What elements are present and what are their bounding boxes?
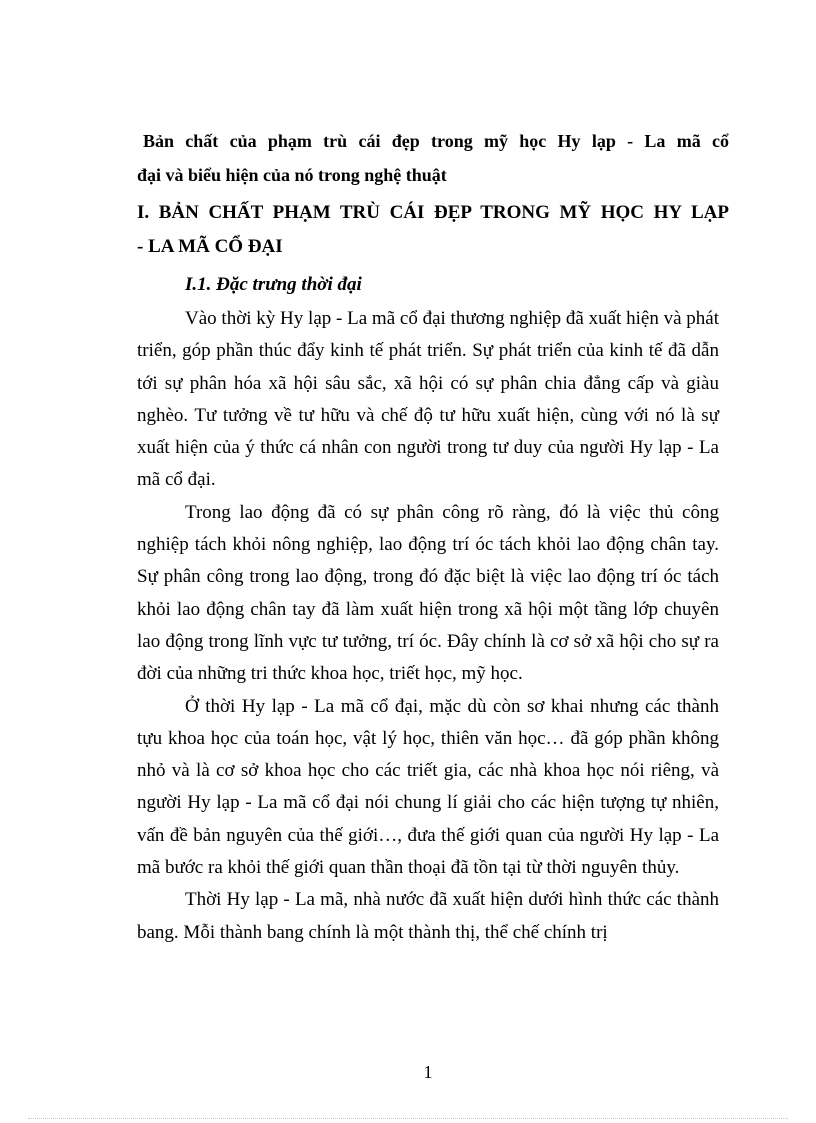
paragraph: Trong lao động đã có sự phân công rõ ràng, đó là việc thủ công nghiệp tách khỏi nông nghiệp, lao động trí óc tách khỏi lao động chân tay. Sự phân công trong lao động, trong đó đặc biệt là việc lao động trí óc tách khỏi lao động chân tay đã làm xuất hiện trong xã hội một tầng lớp chuyên lao động trong lĩnh vực tư tưởng, trí óc. Đây chính là cơ sở xã hội cho sự ra đời của những tri thức khoa học, triết học, mỹ học. — [137, 501, 719, 685]
document-title-line-2: đại và biểu hiện của nó trong nghệ thuật — [137, 165, 447, 185]
section-heading-line-1: I. BẢN CHẤT PHẠM TRÙ CÁI ĐẸP TRONG MỸ HỌC HY LẠP — [137, 202, 729, 223]
paragraph: Vào thời kỳ Hy lạp - La mã cổ đại thương nghiệp đã xuất hiện và phát triển, góp phần thúc đẩy kinh tế phát triển. Sự phát triển của kinh tế đã dẫn tới sự phân hóa xã hội sâu sắc, xã hội có sự phân chia đẳng cấp và giàu nghèo. Tư tưởng về tư hữu và chế độ tư hữu xuất hiện, cùng với nó là sự xuất hiện của ý thức cá nhân con người trong tư duy của người Hy lạp - La mã cổ đại. — [137, 308, 719, 491]
section-heading — [137, 196, 729, 264]
page-bottom-divider — [28, 1118, 788, 1119]
paragraph: Ở thời Hy lạp - La mã cổ đại, mặc dù còn sơ khai nhưng các thành tựu khoa học của toán học, vật lý học, thiên văn học… đã góp phần không nhỏ và là cơ sở khoa học cho các triết gia, các nhà khoa học nói riêng, và người Hy lạp - La mã cổ đại nói chung lí giải cho các hiện tượng tự nhiên, vấn đề bản nguyên của thế giới…, đưa thế giới quan của người Hy lạp - La mã bước ra khỏi thế giới quan thần thoại đã tồn tại từ thời nguyên thủy. — [137, 695, 719, 879]
document-title — [137, 124, 729, 192]
page-number: 1 — [423, 1062, 433, 1082]
document-title-line-1: Bản chất của phạm trù cái đẹp trong mỹ học Hy lạp - La mã cổ — [143, 131, 729, 151]
subsection-heading: I.1. Đặc trưng thời đại — [185, 274, 362, 295]
paragraph: Thời Hy lạp - La mã, nhà nước đã xuất hiện dưới hình thức các thành bang. Mỗi thành bang chính là một thành thị, thể chế chính trị — [137, 889, 719, 943]
section-heading-line-2: - LA MÃ CỔ ĐẠI — [137, 236, 283, 257]
body-text — [137, 303, 719, 949]
